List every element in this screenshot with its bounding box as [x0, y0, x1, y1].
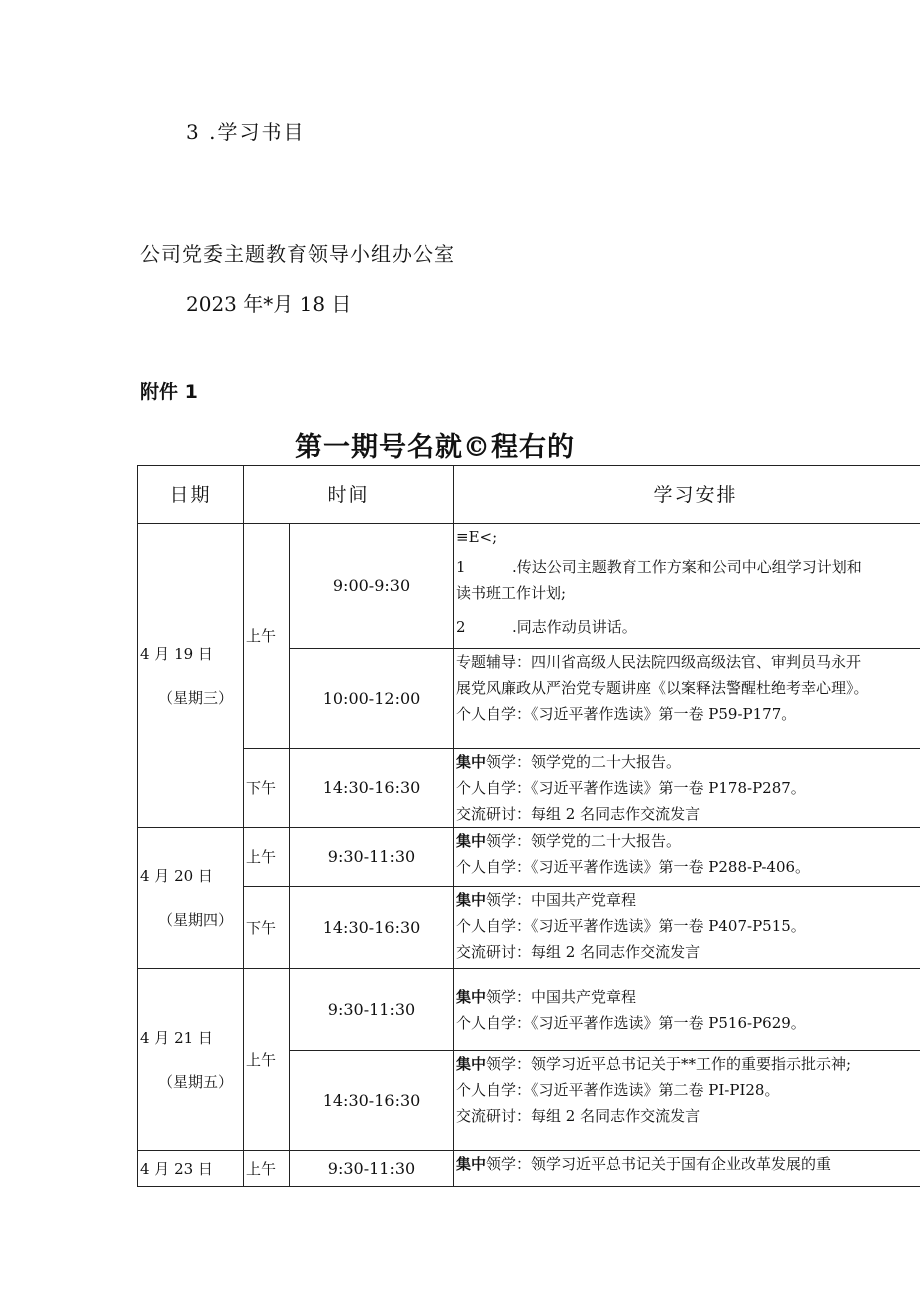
arrangement-cell: [454, 749, 920, 828]
arrangement-cell: [454, 1051, 920, 1151]
date-text: 4 月 19 日: [140, 644, 213, 663]
table-row: [138, 969, 920, 1051]
arrangement-cell: [454, 524, 920, 649]
time-cell: 14:30-16:30: [290, 1051, 454, 1151]
time-cell: 9:00-9:30: [290, 524, 454, 649]
period-cell: 下午: [244, 887, 290, 969]
time-cell: 14:30-16:30: [290, 887, 454, 969]
issue-date: 2023 年*月 18 日: [186, 292, 352, 316]
schedule-table: [137, 465, 920, 1187]
arrangement-line: 交流研讨：每组 2 名同志作交流发言: [456, 805, 701, 823]
time-cell: 9:30-11:30: [290, 969, 454, 1051]
arrangement-line: 个人自学：《习近平著作选读》第一卷 P288-P-406。: [456, 858, 811, 876]
header-date: 日期: [138, 466, 244, 524]
arrangement-line: 个人自学：《习近平著作选读》第二卷 PI-PI28。: [456, 1081, 780, 1099]
table-row: [138, 1151, 920, 1187]
period-cell: 下午: [244, 749, 290, 828]
arrangement-line: 读书班工作计划;: [456, 584, 567, 602]
arrangement-cell: [454, 969, 920, 1051]
date-text: 4 月 21 日: [140, 1028, 213, 1047]
arrangement-cell: [454, 887, 920, 969]
section-heading-3: 3 .学习书目: [186, 120, 306, 144]
table-row: [138, 887, 920, 969]
arrangement-line: 个人自学：《习近平著作选读》第一卷 P59-P177。: [456, 705, 797, 723]
arrangement-line: ≡E<;: [456, 528, 498, 546]
arrangement-line: 交流研讨：每组 2 名同志作交流发言: [456, 943, 701, 961]
header-arrangement: 学习安排: [454, 466, 920, 524]
arrangement-line: 集中领学：领学党的二十大报告。: [456, 832, 682, 850]
time-cell: 9:30-11:30: [290, 1151, 454, 1187]
period-cell: 上午: [244, 828, 290, 887]
date-cell: [138, 969, 244, 1151]
arrangement-line: 专题辅导：四川省高级人民法院四级高级法官、审判员马永开: [456, 653, 862, 671]
arrangement-cell: [454, 1151, 920, 1187]
header-time: 时间: [244, 466, 454, 524]
date-cell: [138, 524, 244, 828]
period-cell: 上午: [244, 969, 290, 1151]
weekday-text: （星期三）: [158, 688, 234, 707]
arrangement-line: 集中领学：领学习近平总书记关于国有企业改革发展的重: [456, 1155, 832, 1173]
arrangement-cell: [454, 649, 920, 749]
weekday-text: （星期四）: [158, 911, 234, 929]
date-text: 4 月 23 日: [140, 1159, 213, 1178]
arrangement-line: 集中领学：领学党的二十大报告。: [456, 753, 682, 771]
period-cell: 上午: [244, 1151, 290, 1187]
date-text: 4 月 20 日: [140, 867, 213, 885]
date-cell: [138, 1151, 244, 1187]
schedule-title: 第一期号名就©程右的: [295, 432, 575, 463]
table-row: [138, 749, 920, 828]
time-cell: 14:30-16:30: [290, 749, 454, 828]
annex-label: 附件 1: [140, 381, 198, 403]
time-cell: 9:30-11:30: [290, 828, 454, 887]
arrangement-line: 1 .传达公司主题教育工作方案和公司中心组学习计划和: [456, 558, 862, 576]
issuing-office: 公司党委主题教育领导小组办公室: [140, 242, 455, 266]
arrangement-line: 个人自学：《习近平著作选读》第一卷 P178-P287。: [456, 779, 806, 797]
arrangement-line: 2 .同志作动员讲话。: [456, 618, 637, 636]
arrangement-line: 交流研讨：每组 2 名同志作交流发言: [456, 1107, 701, 1125]
arrangement-cell: [454, 828, 920, 887]
period-cell: 上午: [244, 524, 290, 749]
weekday-text: （星期五）: [158, 1072, 234, 1091]
table-header-row: [138, 466, 920, 524]
arrangement-line: 集中领学：中国共产党章程: [456, 891, 637, 909]
table-row: [138, 828, 920, 887]
arrangement-line: 个人自学：《习近平著作选读》第一卷 P516-P629。: [456, 1013, 806, 1032]
arrangement-line: 个人自学：《习近平著作选读》第一卷 P407-P515。: [456, 917, 806, 935]
time-cell: 10:00-12:00: [290, 649, 454, 749]
arrangement-line: 展党风廉政从严治党专题讲座《以案释法警醒杜绝考幸心理》。: [456, 679, 869, 697]
date-cell: [138, 828, 244, 969]
arrangement-line: 集中领学：领学习近平总书记关于**工作的重要指示批示神;: [456, 1055, 852, 1073]
table-row: [138, 524, 920, 649]
arrangement-line: 集中领学：中国共产党章程: [456, 987, 637, 1006]
